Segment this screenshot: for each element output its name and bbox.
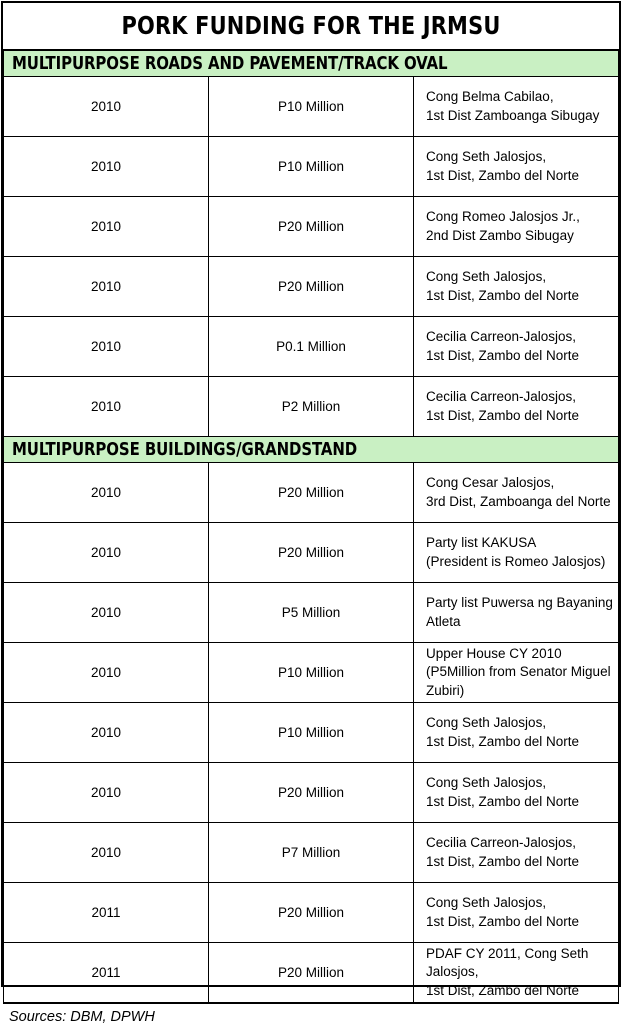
cell-source xyxy=(414,943,619,1003)
cell-amount: P7 Million xyxy=(209,823,414,883)
cell-source xyxy=(414,883,619,943)
cell-amount: P10 Million xyxy=(209,703,414,763)
cell-source xyxy=(414,197,619,257)
cell-source-line2: 1st Dist, Zambo del Norte xyxy=(426,287,580,303)
cell-source xyxy=(414,523,619,583)
cell-source-line2: 1st Dist, Zambo del Norte xyxy=(426,853,580,869)
table-row xyxy=(4,377,619,437)
cell-year: 2010 xyxy=(4,317,209,377)
section-header-cell xyxy=(4,437,619,463)
sources-footer: Sources: DBM, DPWH xyxy=(3,1003,619,1029)
cell-year: 2011 xyxy=(4,883,209,943)
cell-source xyxy=(414,77,619,137)
cell-source xyxy=(414,463,619,523)
table-row xyxy=(4,583,619,643)
cell-year: 2010 xyxy=(4,257,209,317)
table-row xyxy=(4,883,619,943)
cell-source xyxy=(414,257,619,317)
cell-year: 2010 xyxy=(4,823,209,883)
cell-source-line2: (President is Romeo Jalosjos) xyxy=(426,553,606,569)
table-row xyxy=(4,77,619,137)
cell-source-line2: 1st Dist, Zambo del Norte xyxy=(426,913,580,929)
section-header-cell xyxy=(4,51,619,77)
cell-source-line2: 1st Dist, Zambo del Norte xyxy=(426,167,580,183)
table-row xyxy=(4,643,619,703)
cell-source-line1: Cong Cesar Jalosjos, xyxy=(426,475,555,491)
pork-funding-table-container xyxy=(1,1,621,1025)
cell-source-line1: Cecilia Carreon-Jalosjos, xyxy=(426,329,577,345)
cell-source-line1: Cong Seth Jalosjos, xyxy=(426,269,547,285)
table-row xyxy=(4,763,619,823)
cell-source-line1: Cong Seth Jalosjos, xyxy=(426,775,547,791)
cell-source-line1: PDAF CY 2011, Cong Seth Jalosjos, xyxy=(426,946,589,980)
cell-amount: P2 Million xyxy=(209,377,414,437)
cell-source-line2: 3rd Dist, Zamboanga del Norte xyxy=(426,493,611,509)
cell-source-line1: Cong Romeo Jalosjos Jr., xyxy=(426,209,580,225)
cell-source xyxy=(414,583,619,643)
cell-amount: P20 Million xyxy=(209,883,414,943)
cell-amount: P20 Million xyxy=(209,943,414,1003)
cell-source-line2: 1st Dist, Zambo del Norte xyxy=(426,407,580,423)
cell-source-line1: Cecilia Carreon-Jalosjos, xyxy=(426,835,577,851)
section-header-label: MULTIPURPOSE BUILDINGS/GRANDSTAND xyxy=(12,439,358,460)
table-row xyxy=(4,137,619,197)
cell-year: 2010 xyxy=(4,197,209,257)
cell-source xyxy=(414,137,619,197)
cell-year: 2010 xyxy=(4,643,209,703)
table-row xyxy=(4,703,619,763)
cell-amount: P20 Million xyxy=(209,257,414,317)
cell-source-line2: (P5Million from Senator Miguel Zubiri) xyxy=(426,664,611,698)
cell-source xyxy=(414,643,619,703)
cell-source-line1: Cong Seth Jalosjos, xyxy=(426,149,547,165)
cell-amount: P5 Million xyxy=(209,583,414,643)
cell-source-line2: 1st Dist, Zambo del Norte xyxy=(426,793,580,809)
cell-source-line1: Cong Seth Jalosjos, xyxy=(426,715,547,731)
cell-amount: P0.1 Million xyxy=(209,317,414,377)
pork-funding-table xyxy=(3,50,619,1003)
cell-source-line1: Party list KAKUSA xyxy=(426,535,537,551)
cell-source xyxy=(414,317,619,377)
section-header-roads xyxy=(4,51,619,77)
section-header-buildings xyxy=(4,437,619,463)
table-row xyxy=(4,197,619,257)
cell-year: 2010 xyxy=(4,463,209,523)
cell-source xyxy=(414,763,619,823)
cell-source-line2: 1st Dist, Zambo del Norte xyxy=(426,733,580,749)
cell-source-line1: Cong Seth Jalosjos, xyxy=(426,895,547,911)
cell-amount: P20 Million xyxy=(209,763,414,823)
page-title-text: PORK FUNDING FOR THE JRMSU xyxy=(121,11,501,40)
cell-source xyxy=(414,703,619,763)
cell-year: 2010 xyxy=(4,77,209,137)
table-row xyxy=(4,523,619,583)
cell-year: 2010 xyxy=(4,703,209,763)
cell-amount: P10 Million xyxy=(209,137,414,197)
cell-source-line1: Party list Puwersa ng Bayaning Atleta xyxy=(426,595,613,629)
cell-year: 2011 xyxy=(4,943,209,1003)
cell-source-line1: Cecilia Carreon-Jalosjos, xyxy=(426,389,577,405)
cell-amount: P20 Million xyxy=(209,523,414,583)
table-body xyxy=(4,51,619,1003)
table-row xyxy=(4,823,619,883)
table-row xyxy=(4,257,619,317)
cell-year: 2010 xyxy=(4,377,209,437)
table-row xyxy=(4,317,619,377)
cell-amount: P20 Million xyxy=(209,463,414,523)
table-row xyxy=(4,463,619,523)
page-title xyxy=(3,3,619,50)
cell-source-line2: 1st Dist, Zambo del Norte xyxy=(426,347,580,363)
section-header-label: MULTIPURPOSE ROADS AND PAVEMENT/TRACK OVAL xyxy=(12,53,448,74)
document-page xyxy=(0,1,622,1025)
table-row xyxy=(4,943,619,1003)
cell-amount: P10 Million xyxy=(209,77,414,137)
cell-source-line1: Upper House CY 2010 xyxy=(426,646,562,662)
cell-source xyxy=(414,377,619,437)
cell-source xyxy=(414,823,619,883)
cell-year: 2010 xyxy=(4,137,209,197)
cell-year: 2010 xyxy=(4,523,209,583)
cell-amount: P20 Million xyxy=(209,197,414,257)
cell-source-line2: 1st Dist, Zambo del Norte xyxy=(426,982,580,998)
cell-source-line2: 1st Dist Zamboanga Sibugay xyxy=(426,107,600,123)
cell-source-line2: 2nd Dist Zambo Sibugay xyxy=(426,227,574,243)
cell-amount: P10 Million xyxy=(209,643,414,703)
cell-year: 2010 xyxy=(4,763,209,823)
cell-year: 2010 xyxy=(4,583,209,643)
cell-source-line1: Cong Belma Cabilao, xyxy=(426,89,554,105)
